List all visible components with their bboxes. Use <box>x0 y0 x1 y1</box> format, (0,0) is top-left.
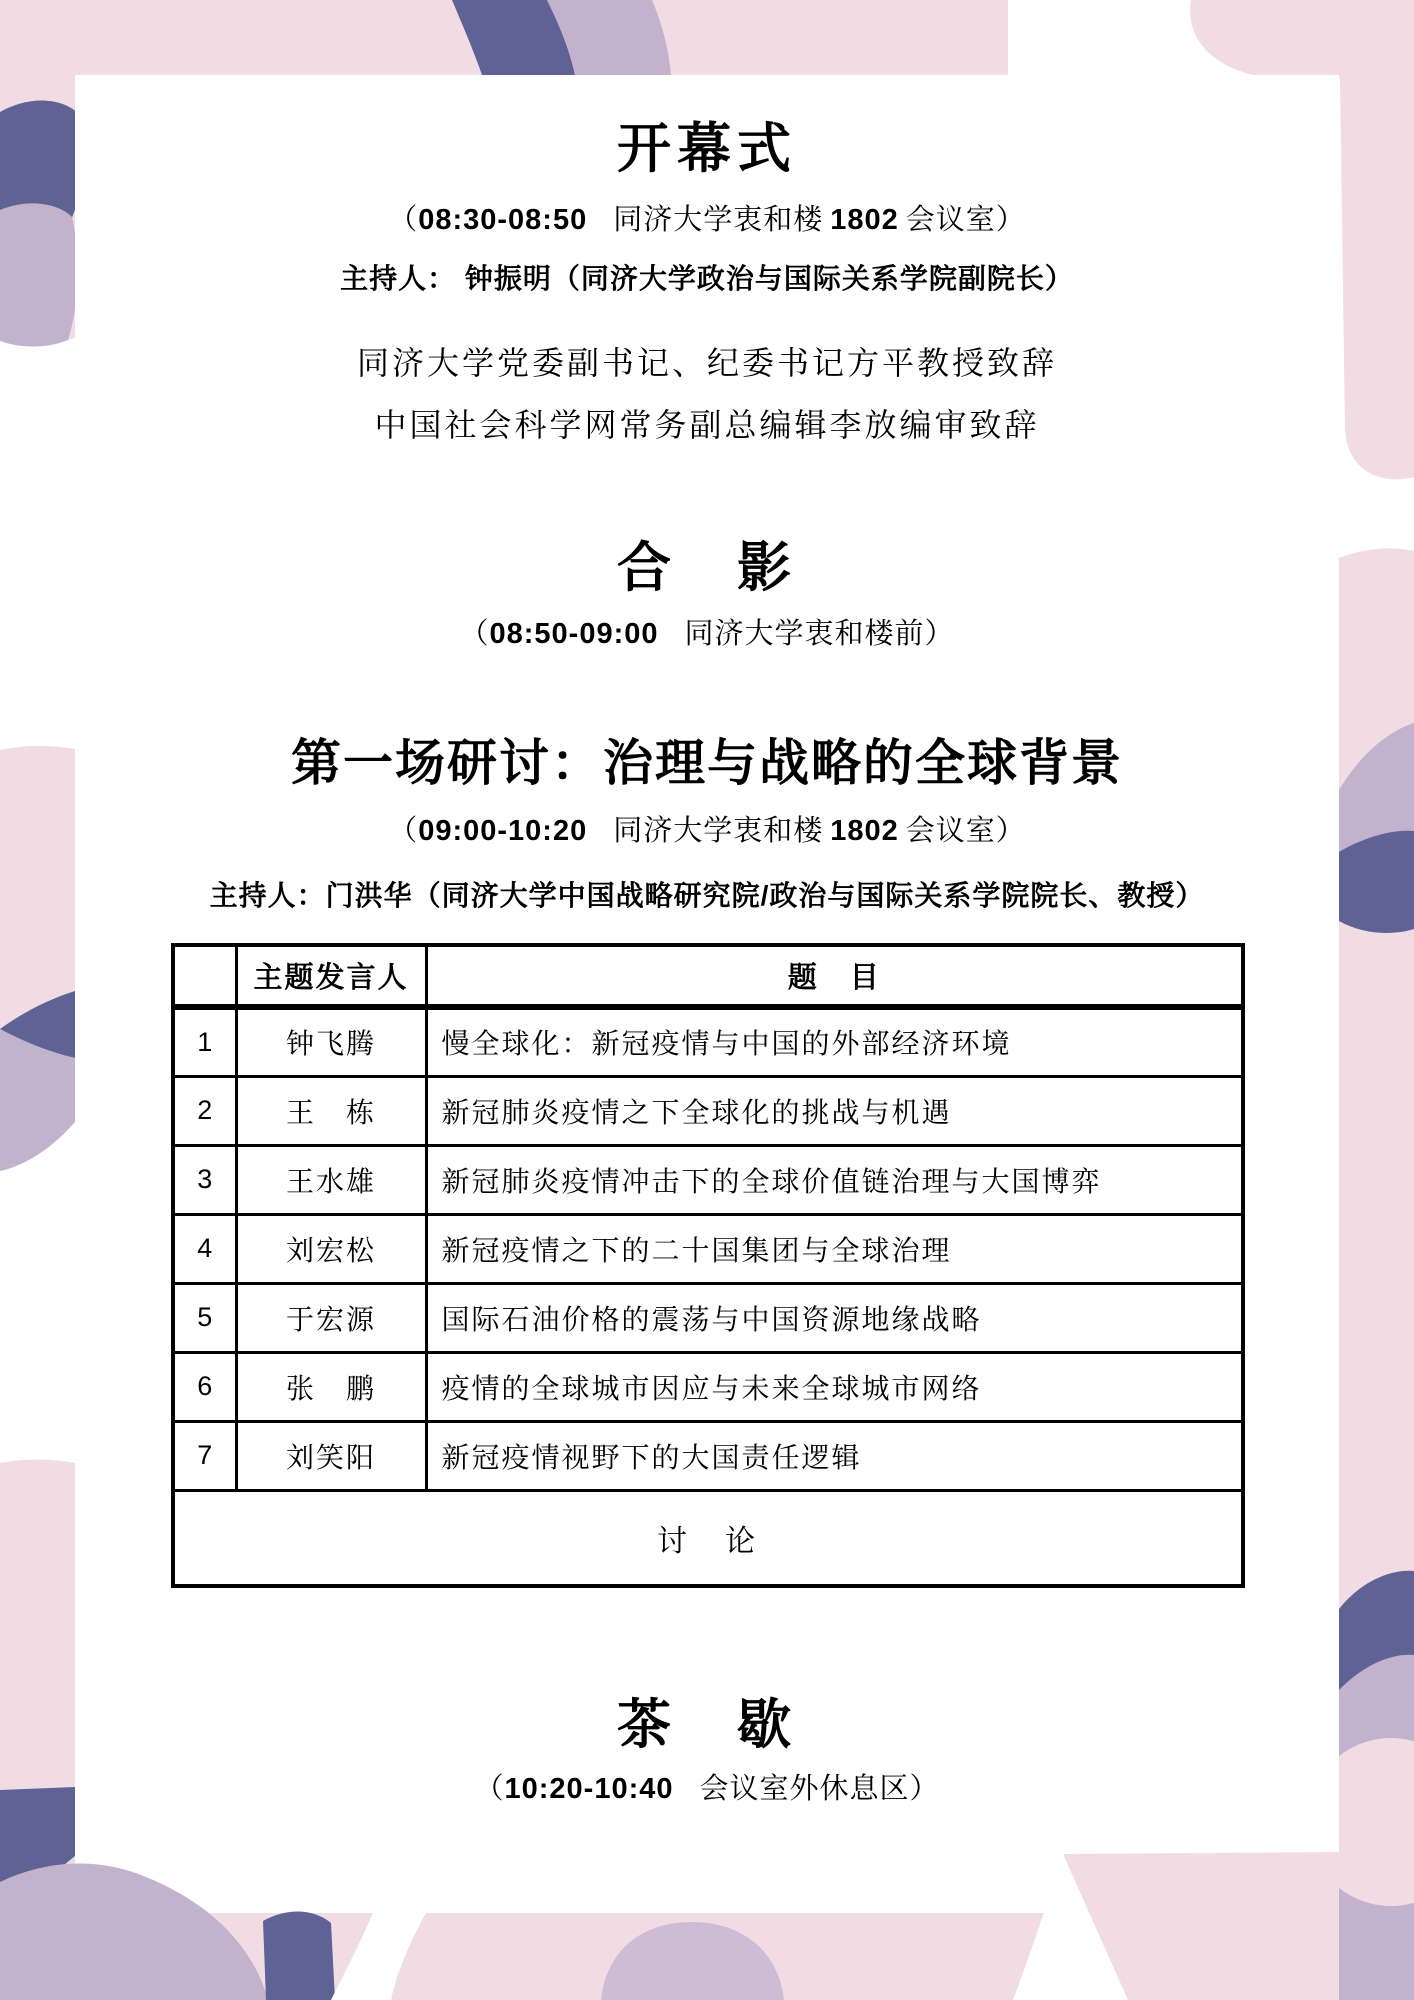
opening-time: 08:30-08:50 <box>418 204 588 236</box>
row-speaker: 王水雄 <box>236 1145 426 1214</box>
wave-right-purple <box>1339 831 1414 933</box>
session1-host: 主持人：门洪华（同济大学中国战略研究院/政治与国际关系学院院长、教授） <box>209 880 1205 911</box>
row-speaker: 刘笑阳 <box>236 1421 426 1490</box>
opening-room-number: 1802 <box>830 204 899 236</box>
opening-title: 开幕式 <box>617 119 797 179</box>
row-topic: 新冠疫情视野下的大国责任逻辑 <box>426 1421 1243 1490</box>
row-number: 5 <box>173 1283 236 1352</box>
opening-place-pre: 同济大学衷和楼 <box>613 204 824 236</box>
table-header-row <box>173 945 1243 1007</box>
table-row <box>173 1352 1243 1421</box>
page-content <box>75 75 1339 1913</box>
row-number: 2 <box>173 1076 236 1145</box>
row-number: 6 <box>173 1352 236 1421</box>
session1-room-number: 1802 <box>830 815 899 847</box>
photo-title: 合 影 <box>617 538 797 598</box>
tea-time-location <box>75 1766 1339 1807</box>
row-number: 7 <box>173 1421 236 1490</box>
photo-place: 同济大学衷和楼前 <box>684 618 925 650</box>
blob-top-left-lavender <box>0 203 78 346</box>
session1-time-location <box>75 808 1339 849</box>
opening-place-post: 会议室 <box>905 204 996 236</box>
opening-host: 主持人： 钟振明（同济大学政治与国际关系学院副院长） <box>340 263 1074 294</box>
opening-speech-2: 中国社会科学网常务副总编辑李放编审致辞 <box>374 407 1040 443</box>
discussion-cell: 讨 论 <box>173 1490 1243 1586</box>
opening-place <box>613 204 996 236</box>
row-speaker: 王 栋 <box>236 1076 426 1145</box>
session1-place-pre: 同济大学衷和楼 <box>613 815 824 847</box>
header-topic: 题 目 <box>426 945 1243 1007</box>
row-topic: 新冠肺炎疫情之下全球化的挑战与机遇 <box>426 1076 1243 1145</box>
session1-place <box>613 815 996 847</box>
table-row <box>173 1421 1243 1490</box>
row-speaker: 张 鹏 <box>236 1352 426 1421</box>
paren-close: ） <box>909 1773 940 1805</box>
photo-time-location <box>75 611 1339 652</box>
opening-time-location <box>75 197 1339 238</box>
header-speaker: 主题发言人 <box>236 945 426 1007</box>
table-footer-row <box>173 1490 1243 1586</box>
row-speaker: 刘宏松 <box>236 1214 426 1283</box>
paren-close: ） <box>995 815 1026 847</box>
row-topic: 新冠疫情之下的二十国集团与全球治理 <box>426 1214 1243 1283</box>
photo-time: 08:50-09:00 <box>489 618 659 650</box>
session1-time: 09:00-10:20 <box>418 815 588 847</box>
paren-open: （ <box>388 204 419 236</box>
table-row <box>173 1283 1243 1352</box>
session1-title: 第一场研讨：治理与战略的全球背景 <box>291 735 1123 791</box>
paren-open: （ <box>459 618 490 650</box>
row-speaker: 钟飞腾 <box>236 1007 426 1076</box>
header-number <box>173 945 236 1007</box>
table-row <box>173 1214 1243 1283</box>
paren-close: ） <box>995 204 1026 236</box>
row-topic: 疫情的全球城市因应与未来全球城市网络 <box>426 1352 1243 1421</box>
tea-place: 会议室外休息区 <box>699 1773 910 1805</box>
table-row <box>173 1076 1243 1145</box>
paren-open: （ <box>474 1773 505 1805</box>
row-number: 1 <box>173 1007 236 1076</box>
row-topic: 慢全球化：新冠疫情与中国的外部经济环境 <box>426 1007 1243 1076</box>
table-row <box>173 1145 1243 1214</box>
opening-speech-1: 同济大学党委副书记、纪委书记方平教授致辞 <box>356 345 1057 381</box>
session1-place-post: 会议室 <box>905 815 996 847</box>
row-topic: 新冠肺炎疫情冲击下的全球价值链治理与大国博弈 <box>426 1145 1243 1214</box>
row-speaker: 于宏源 <box>236 1283 426 1352</box>
tea-title: 茶 歇 <box>617 1695 797 1755</box>
table-row <box>173 1007 1243 1076</box>
wedge-bottom-left-purple <box>263 1911 335 2000</box>
paren-open: （ <box>388 815 419 847</box>
session1-table <box>171 943 1245 1588</box>
row-number: 4 <box>173 1214 236 1283</box>
tea-time: 10:20-10:40 <box>504 1773 674 1805</box>
row-topic: 国际石油价格的震荡与中国资源地缘战略 <box>426 1283 1243 1352</box>
paren-close: ） <box>924 618 955 650</box>
row-number: 3 <box>173 1145 236 1214</box>
